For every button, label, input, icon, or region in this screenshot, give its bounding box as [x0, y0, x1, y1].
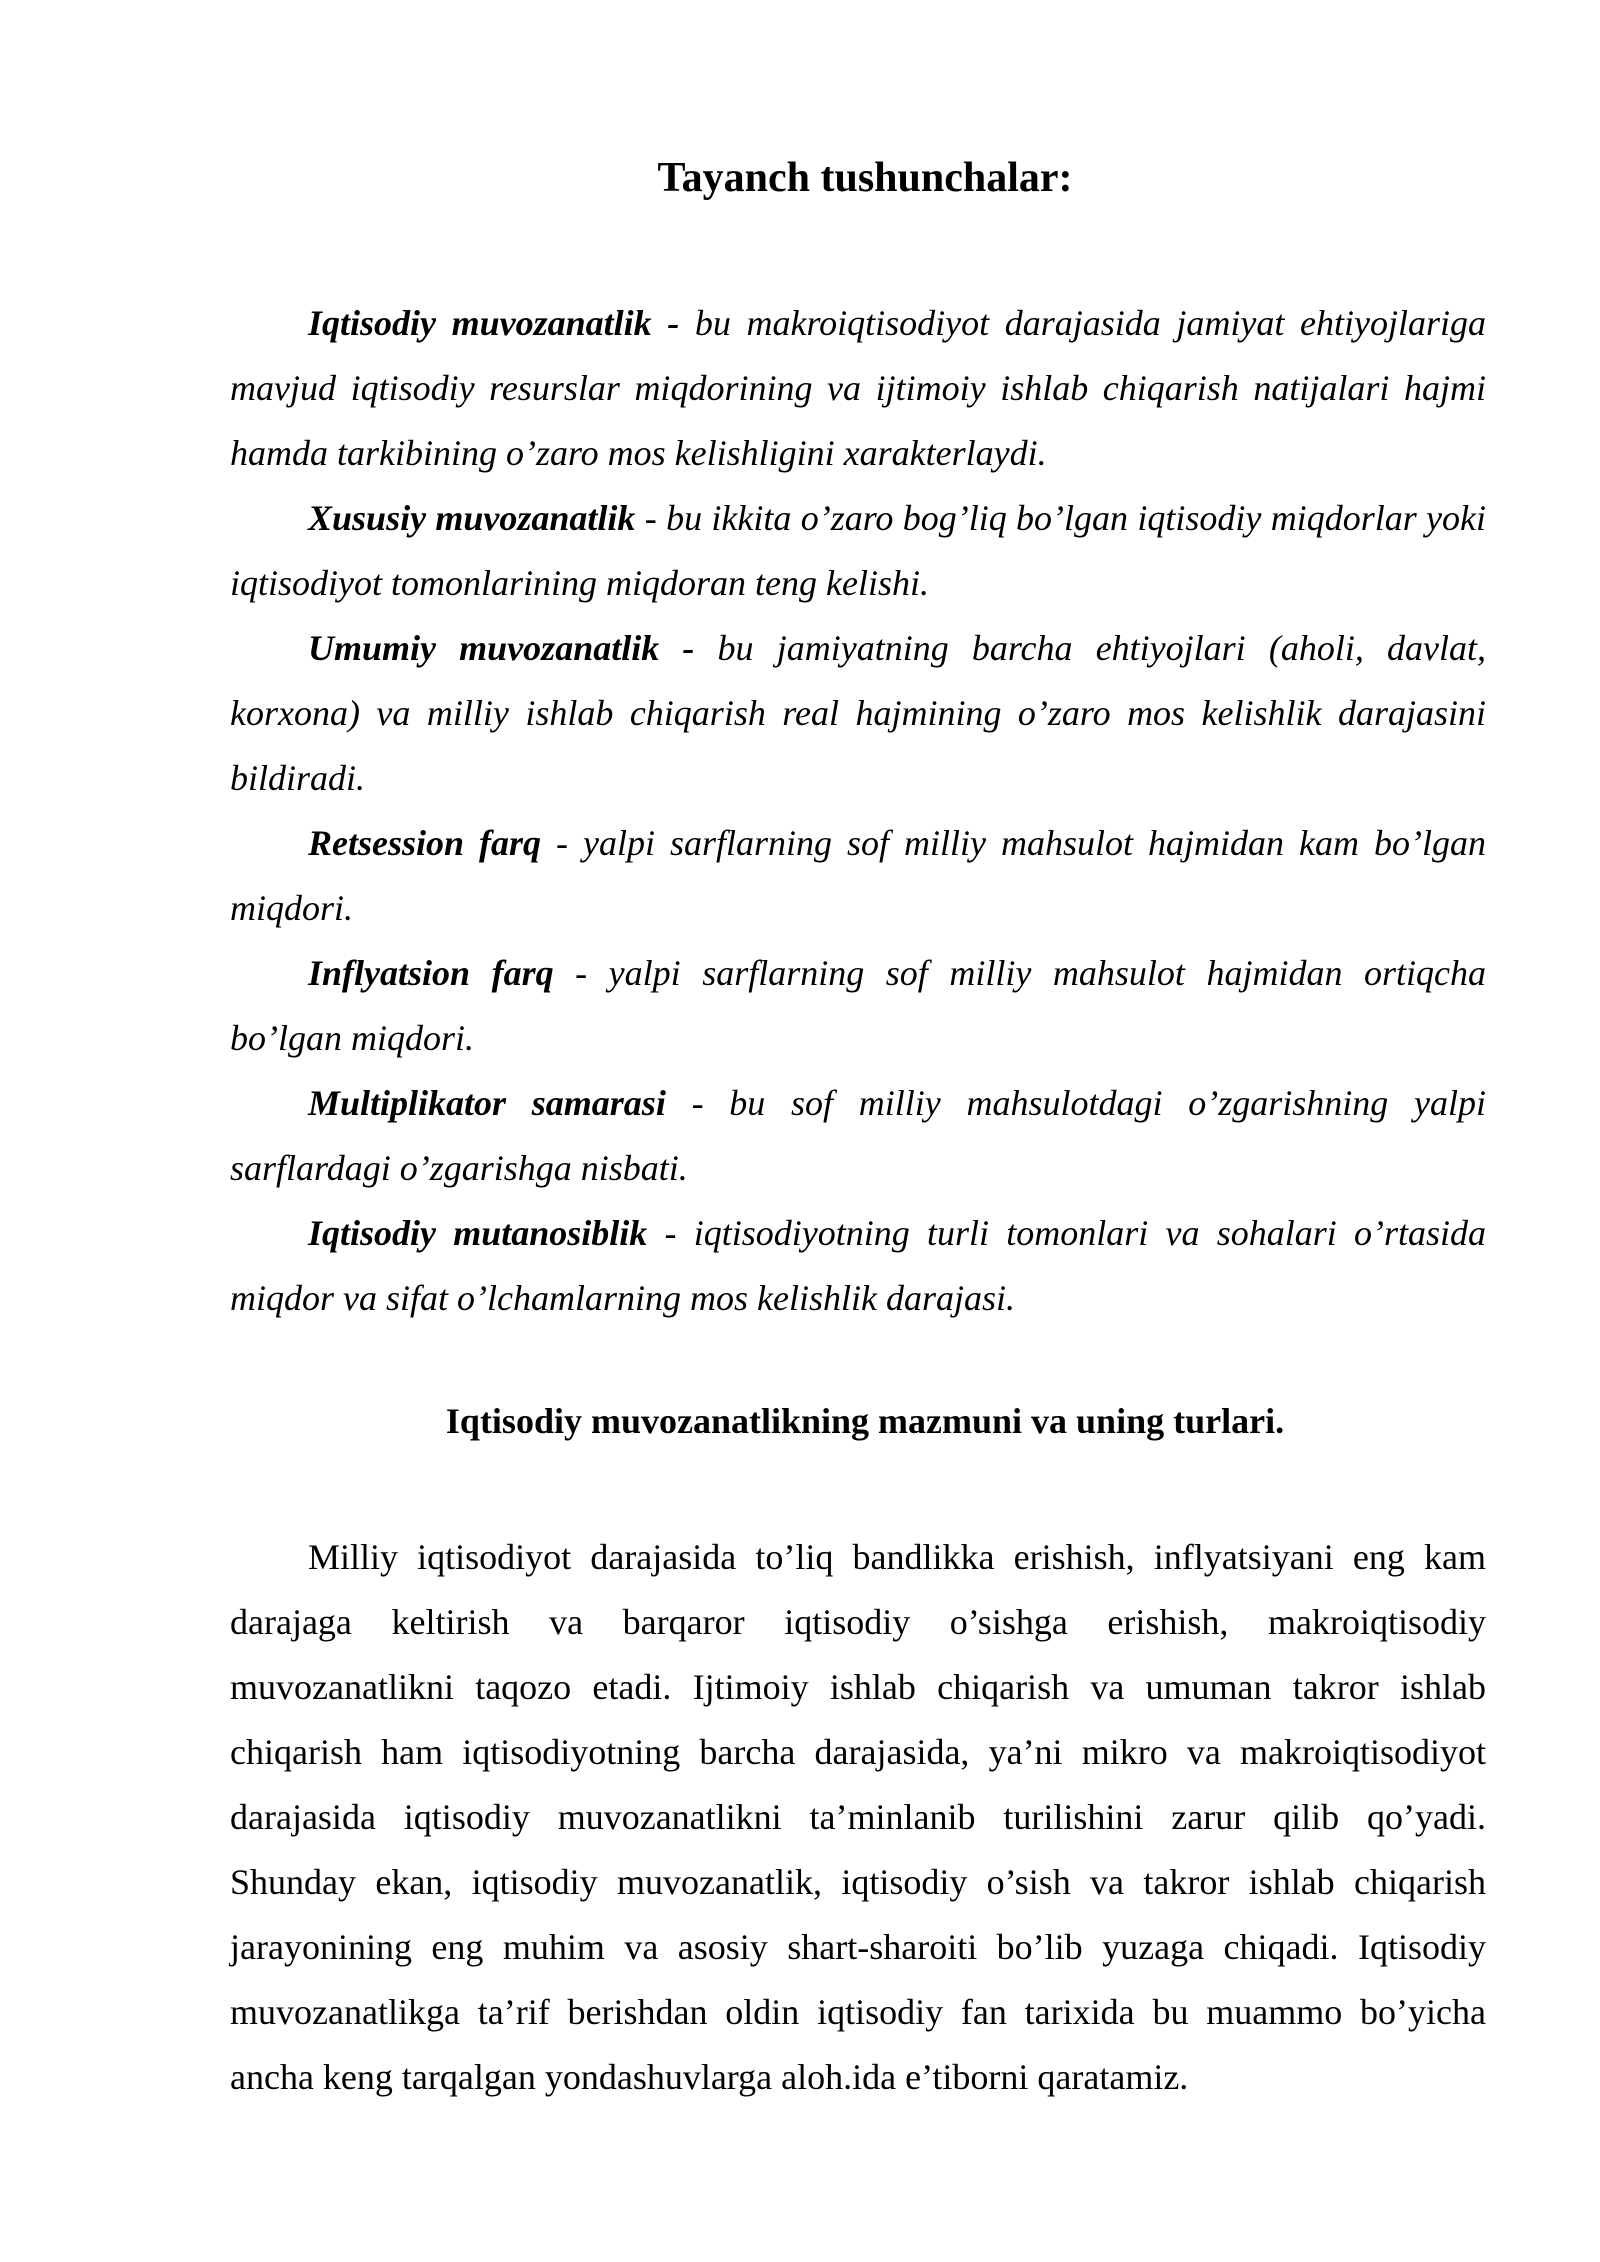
definition-term: Inflyatsion farq — [308, 953, 554, 993]
definition-item — [230, 941, 1486, 1071]
page-title: Tayanch tushunchalar: — [657, 155, 1073, 201]
definition-text: - yalpi sarflarning sof milliy mahsulot hajmidan kam bo’lgan miqdori. — [230, 823, 1486, 928]
definition-text: - iqtisodiyotning turli tomonlari va sohalari o’rtasida miqdor va sifat o’lchamlarning mos kelishlik darajasi. — [230, 1213, 1486, 1318]
definition-text: bu jamiyatning barcha ehtiyojlari (aholi, davlat, korxona) va milliy ishlab chiqarish real hajmining o’zaro mos kelishlik darajasini bildiradi. — [230, 628, 1486, 798]
definition-item — [230, 1201, 1486, 1331]
section-title: Iqtisodiy muvozanatlikning mazmuni va uning turlari. — [445, 1401, 1285, 1441]
definition-term: Umumiy muvozanatlik - — [308, 628, 695, 668]
definition-term: Iqtisodiy mutanosiblik — [308, 1213, 648, 1253]
definition-text: bu makroiqtisodiyot darajasida jamiyat ehtiyojlariga mavjud iqtisodiy resurslar miqdorining va ijtimoiy ishlab chiqarish natijalari hajmi hamda tarkibining o’zaro mos kelishligini xarakterlaydi. — [230, 303, 1487, 473]
definition-text: - bu ikkita o’zaro bog’liq bo’lgan iqtisodiy miqdorlar yoki iqtisodiyot tomonlarining miqdoran teng kelishi. — [230, 498, 1487, 603]
definition-term: Iqtisodiy muvozanatlik - — [308, 303, 680, 343]
definition-text: - bu sof milliy mahsulotdagi o’zgarishning yalpi sarflardagi o’zgarishga nisbati. — [230, 1083, 1486, 1188]
definition-item — [230, 291, 1486, 486]
definitions-list — [230, 291, 1486, 1331]
definition-term: Xususiy muvozanatlik — [308, 498, 636, 538]
definition-term: Retsession farq — [308, 823, 542, 863]
body-paragraph: Milliy iqtisodiyot darajasida to’liq bandlikka erishish, inflyatsiyani eng kam darajaga keltirish va barqaror iqtisodiy o’sishga erishish, makroiqtisodiy muvozanatlikni taqozo etadi. Ijtimoiy ishlab chiqarish va umuman takror ishlab chiqarish ham iqtisodiyotning barcha darajasida, ya’ni mikro va makroiqtisodiyot darajasida iqtisodiy muvozanatlikni ta’minlanib turilishini zarur qilib qo’yadi. Shunday ekan, iqtisodiy muvozanatlik, iqtisodiy o’sish va takror ishlab chiqarish jarayonining eng muhim va asosiy shart-sharoiti bo’lib yuzaga chiqadi. Iqtisodiy muvozanatlikga ta’rif berishdan oldin iqtisodiy fan tarixida bu muammo bo’yicha ancha keng tarqalgan yondashuvlarga aloh.ida e’tiborni qaratamiz. — [230, 1537, 1486, 2097]
definition-item — [230, 486, 1486, 616]
definition-item — [230, 1071, 1486, 1201]
definition-item — [230, 616, 1486, 811]
definition-term: Multiplikator samarasi — [308, 1083, 666, 1123]
definition-item — [230, 811, 1486, 941]
definition-text: - yalpi sarflarning sof milliy mahsulot hajmidan ortiqcha bo’lgan miqdori. — [230, 953, 1486, 1058]
